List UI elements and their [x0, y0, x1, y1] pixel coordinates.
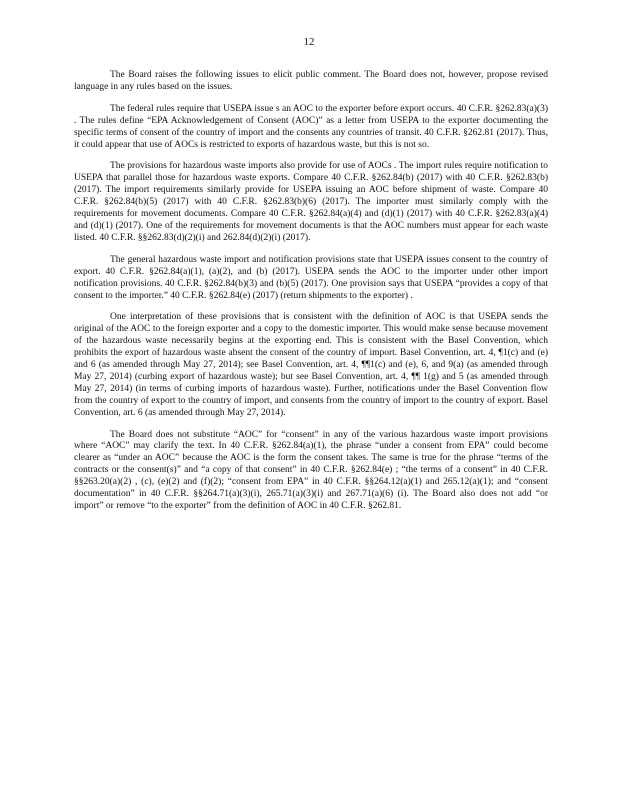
paragraph-issues-intro: The Board raises the following issues to elicit public comment. The Board does not, however, propose revised language in any rules based on the issues.: [74, 70, 548, 92]
paragraph-aoc-exports: The federal rules require that USEPA issue s an AOC to the exporter before export occurs. 40 C.F.R. §262.83(a)(3) . The rules define “EPA Acknowledgement of Consent (AOC)” as a letter from USEPA to the exporter documenting the specific terms of consent of the country of import and the consents any countries of transit. 40 C.F.R. §262.81 (2017). Thus, it could appear that use of AOCs is restricted to exports of hazardous waste, but this is not so.: [74, 103, 548, 150]
paragraph-aoc-substitution: The Board does not substitute “AOC” for “consent” in any of the various hazardous waste import provisions where “AOC” may clarify the text. In 40 C.F.R. §262.84(a)(1), the phrase “under a consent from EPA” could become clearer as “under an AOC” because the AOC is the form the consent takes. The same is true for the phrase “terms of the contracts or the consent(s)” and “a copy of that consent” in 40 C.F.R. §262.84(e) ; “the terms of a consent” in 40 C.F.R. §§263.20(a)(2) , (c), (e)(2) and (f)(2); “consent from EPA” in 40 C.F.R. §§264.12(a)(1) and 265.12(a)(1); and “consent documentation” in 40 C.F.R. §§264.71(a)(3)(i), 265.71(a)(3)(i) and 267.71(a)(6) (i). The Board also does not add “or import” or remove “to the exporter” from the definition of AOC in 40 C.F.R. §262.81.: [74, 429, 548, 511]
paragraph-interpretation: One interpretation of these provisions that is consistent with the definition of AOC is that USEPA sends the original of the AOC to the foreign exporter and a copy to the domestic importer. This would make sense because movement of the hazardous waste necessarily begins at the exporting end. This is consistent with the Basel Convention, which prohibits the export of hazardous waste absent the consent of the country of import. Basel Convention, art. 4, ¶1(c) and (e) and 6 (as amended through May 27, 2014); see Basel Convention, art. 4, ¶¶1(c) and (e), 6, and 9(a) (as amended through May 27, 2014) (curbing export of hazardous waste); but see Basel Convention, art. 4, ¶¶ 1(g) and 5 (as amended through May 27, 2014) (in terms of curbing imports of hazardous waste). Further, notifications under the Basel Convention flow from the country of export to the country of import, and consents from the country of import to the country of export. Basel Convention, art. 6 (as amended through May 27, 2014).: [74, 312, 548, 418]
paragraph-aoc-imports: The provisions for hazardous waste imports also provide for use of AOCs . The import rules require notification to USEPA that parallel those for hazardous waste exports. Compare 40 C.F.R. §262.84(b) (2017) with 40 C.F.R. §262.83(b) (2017). The import requirements similarly provide for USEPA issuing an AOC before shipment of waste. Compare 40 C.F.R. §262.84(b)(5) (2017) with 40 C.F.R. §262.83(b)(6) (2017). The importer must similarly comply with the requirements for movement documents. Compare 40 C.F.R. §262.84(a)(4) and (d)(1) (2017) with 40 C.F.R. §262.83(a)(4) and (d)(1) (2017). One of the requirements for movement documents is that the AOC numbers must appear for each waste listed. 40 C.F.R. §§262.83(d)(2)(i) and 262.84(d)(2)(i) (2017).: [74, 161, 548, 243]
body-text: [74, 70, 548, 523]
page-number: 12: [303, 36, 315, 48]
paragraph-import-notification: The general hazardous waste import and notification provisions state that USEPA issues consent to the country of export. 40 C.F.R. §262.84(a)(1), (a)(2), and (b) (2017). USEPA sends the AOC to the importer under other import notification provisions. 40 C.F.R. §262.84(b)(3) and (b)(5) (2017). One provision says that USEPA “provides a copy of that consent to the importer.” 40 C.F.R. §262.84(e) (2017) (return shipments to the exporter) .: [74, 254, 548, 301]
